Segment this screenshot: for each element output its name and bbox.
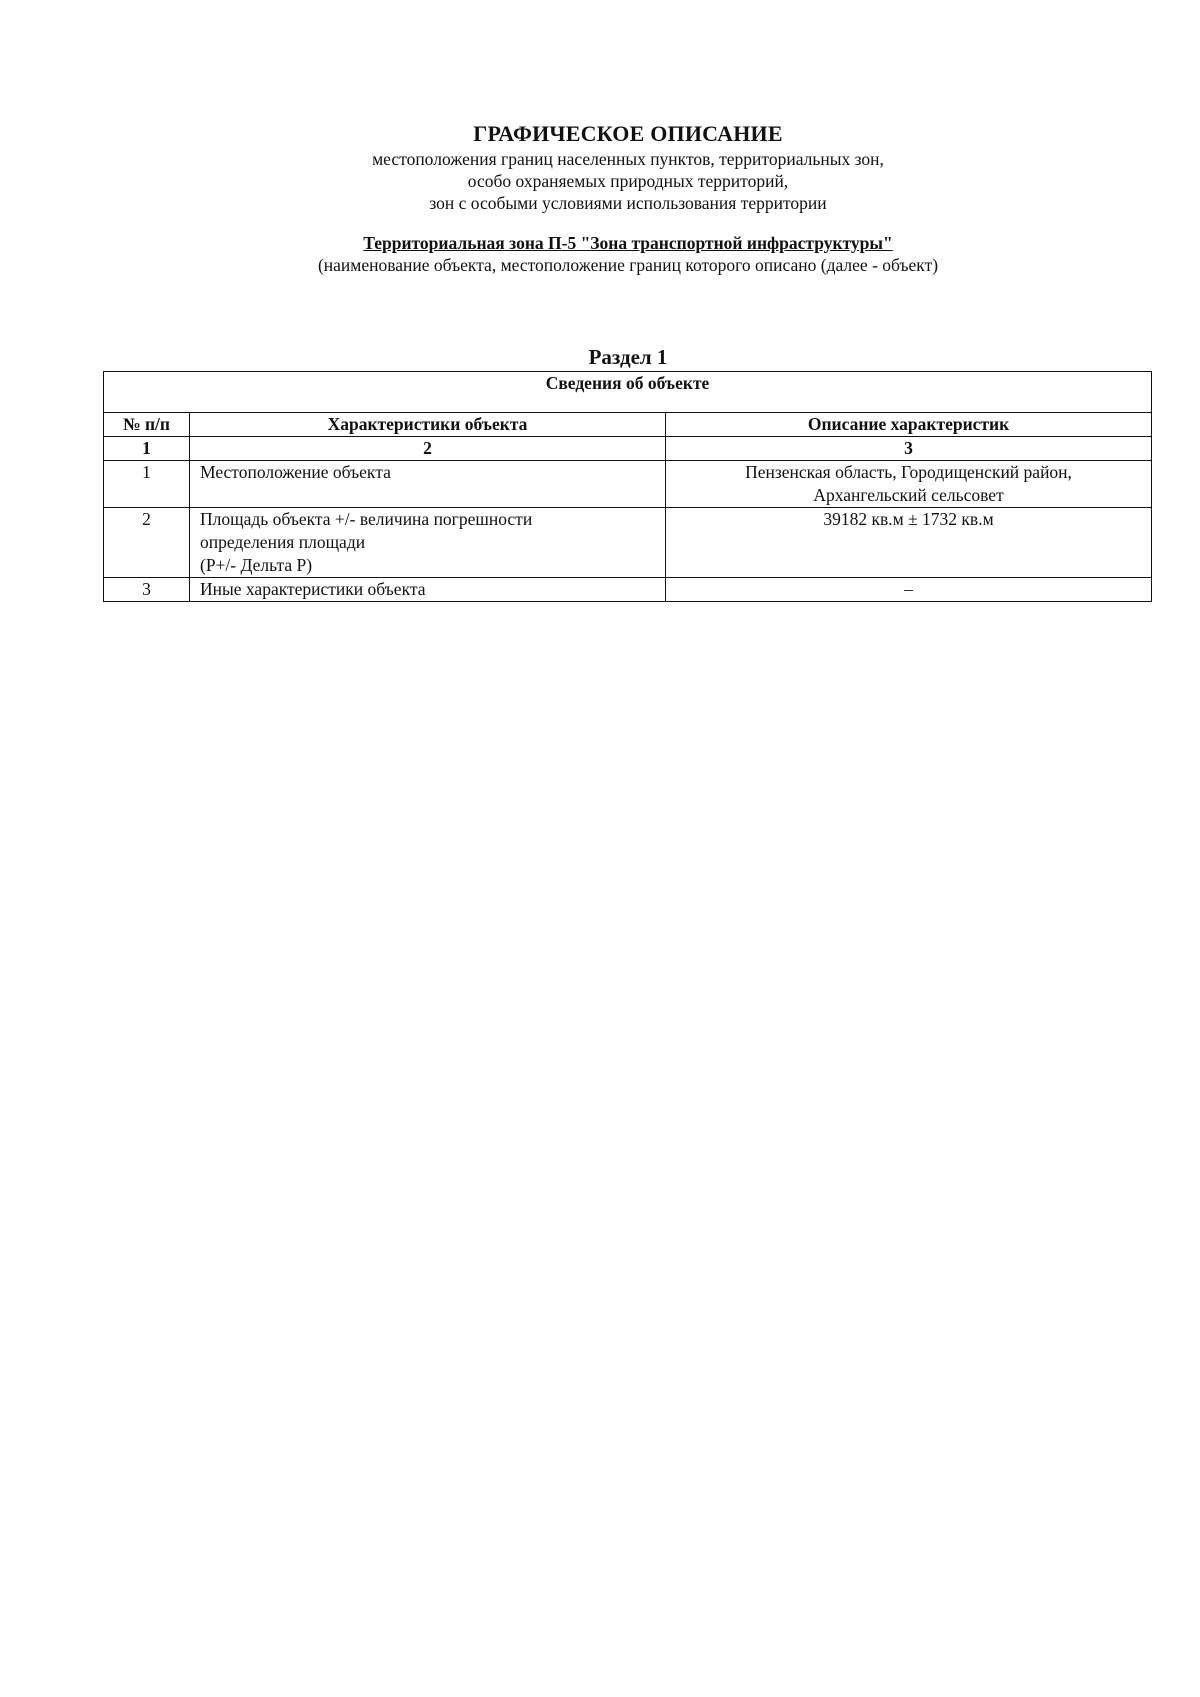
- subtitle-line-2: особо охраняемых природных территорий,: [467, 171, 789, 191]
- subtitle-line-3: зон с особыми условиями использования территории: [429, 193, 827, 213]
- column-number-row: [104, 437, 1152, 461]
- characteristic-line: определения площади: [200, 532, 366, 552]
- row-description: [666, 508, 1152, 578]
- characteristic-line: Местоположение объекта: [200, 462, 391, 482]
- row-number: 1: [104, 461, 190, 508]
- column-number-3: 3: [666, 437, 1152, 461]
- object-info-table: [103, 371, 1152, 602]
- characteristic-line: (Р+/- Дельта Р): [200, 555, 313, 575]
- description-line: 39182 кв.м ± 1732 кв.м: [823, 509, 994, 529]
- column-header-row: [104, 413, 1152, 437]
- row-characteristic: [190, 578, 666, 602]
- column-header-number: № п/п: [104, 413, 190, 437]
- object-name: Территориальная зона П-5 "Зона транспортной инфраструктуры": [363, 233, 893, 253]
- table-caption-row: [104, 372, 1152, 413]
- column-header-characteristic: Характеристики объекта: [190, 413, 666, 437]
- object-name-caption: (наименование объекта, местоположение границ которого описано (далее - объект): [317, 255, 939, 275]
- table-row: [104, 578, 1152, 602]
- column-header-description: Описание характеристик: [666, 413, 1152, 437]
- row-number: 2: [104, 508, 190, 578]
- column-number-1: 1: [104, 437, 190, 461]
- row-characteristic: [190, 461, 666, 508]
- characteristic-line: Иные характеристики объекта: [200, 579, 426, 599]
- row-description: [666, 461, 1152, 508]
- row-description: [666, 578, 1152, 602]
- characteristic-line: Площадь объекта +/- величина погрешности: [200, 509, 533, 529]
- description-line: Пензенская область, Городищенский район,: [745, 462, 1072, 482]
- table-row: [104, 461, 1152, 508]
- description-line: –: [904, 579, 913, 599]
- row-characteristic: [190, 508, 666, 578]
- document-header: [0, 120, 1200, 276]
- description-line: Архангельский сельсовет: [813, 485, 1004, 505]
- subtitle-line-1: местоположения границ населенных пунктов, территориальных зон,: [372, 149, 884, 169]
- table-caption: Сведения об объекте: [104, 372, 1152, 413]
- column-number-2: 2: [190, 437, 666, 461]
- table-row: [104, 508, 1152, 578]
- section-title: Раздел 1: [588, 345, 668, 369]
- row-number: 3: [104, 578, 190, 602]
- document-title: ГРАФИЧЕСКОЕ ОПИСАНИЕ: [473, 121, 783, 146]
